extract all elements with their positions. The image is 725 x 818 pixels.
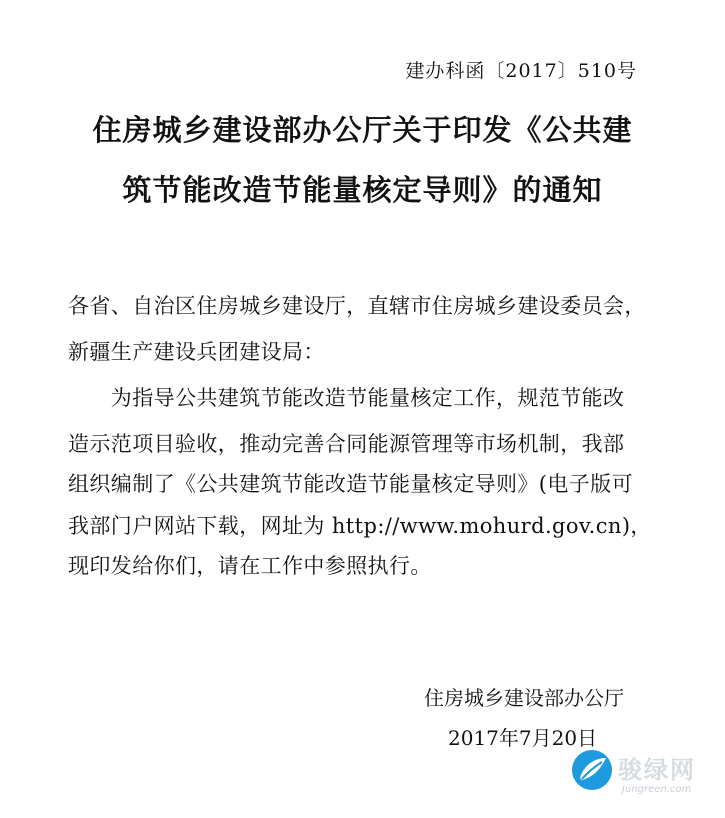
document-number: 建办科函〔2017〕510号 — [405, 60, 637, 82]
signature-date: 2017年7月20日 — [448, 726, 598, 750]
body-line: 造示范项目验收，推动完善合同能源管理等市场机制，我部 — [68, 432, 625, 456]
document-title-line-2: 筑节能改造节能量核定导则》的通知 — [122, 173, 603, 207]
body-line: 为指导公共建筑节能改造节能量核定工作，规范节能改 — [68, 386, 625, 410]
body-line: 组织编制了《公共建筑节能改造节能量核定导则》(电子版可 — [68, 472, 633, 496]
leaf-logo-icon — [570, 748, 614, 792]
body-line: 我部门户网站下载，网址为 http://www.mohurd.gov.cn)， — [68, 514, 652, 538]
signature-organization: 住房城乡建设部办公厅 — [424, 686, 624, 710]
body-line: 各省、自治区住房城乡建设厅，直辖市住房城乡建设委员会， — [68, 294, 646, 318]
watermark-name: 骏绿网 — [618, 756, 696, 784]
watermark-url: Jungreen.com — [622, 784, 692, 795]
watermark — [570, 746, 715, 806]
body-line: 新疆生产建设兵团建设局： — [68, 340, 325, 364]
body-line: 现印发给你们，请在工作中参照执行。 — [68, 554, 432, 578]
document-title-line-1: 住房城乡建设部办公厅关于印发《公共建 — [92, 113, 633, 147]
